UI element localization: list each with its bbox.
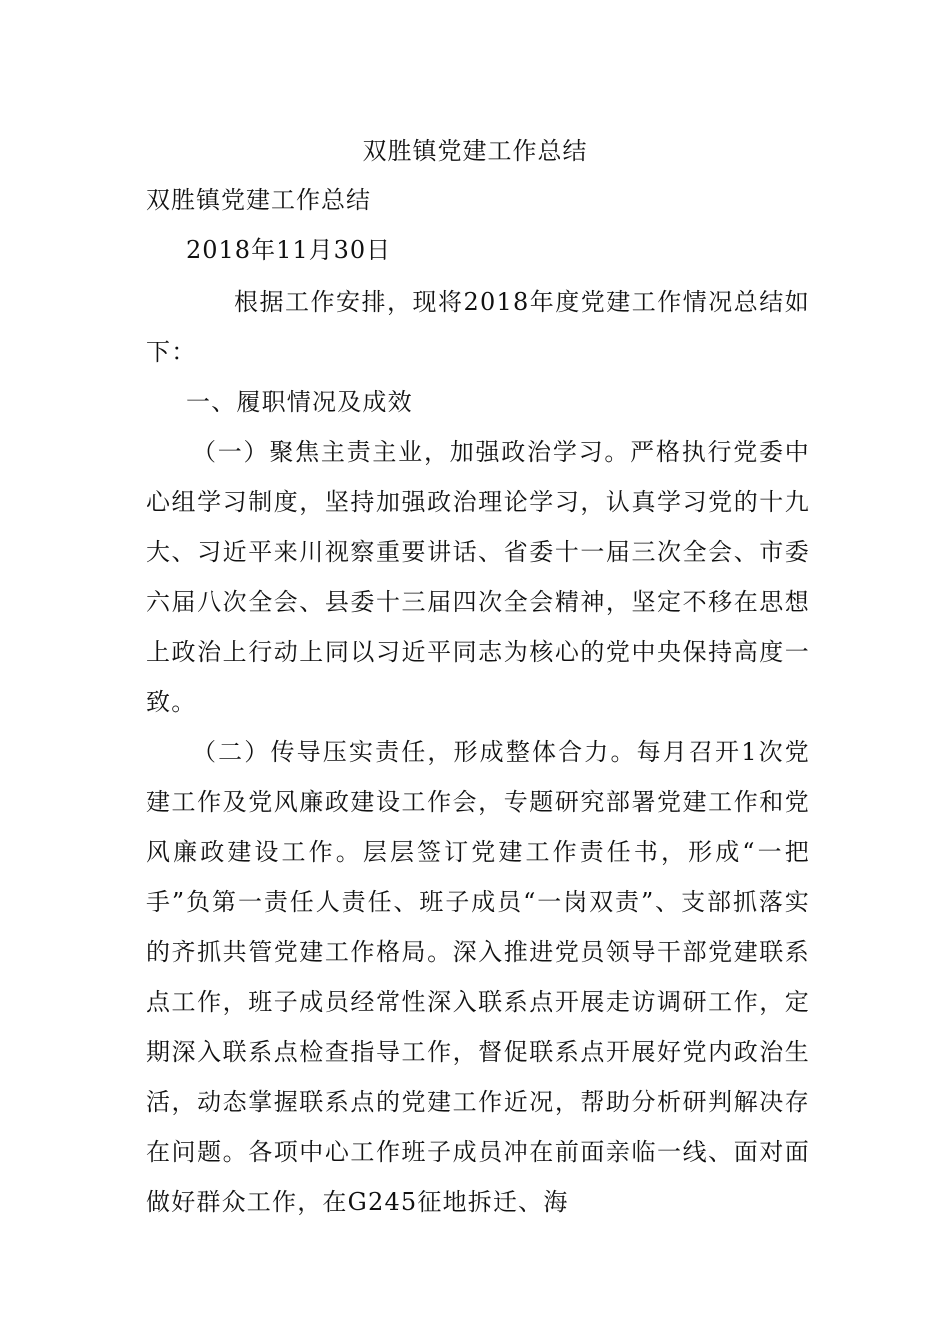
- paragraph-one: （一）聚焦主责主业，加强政治学习。严格执行党委中心组学习制度，坚持加强政治理论学习，认真学习党的十九大、习近平来川视察重要讲话、省委十一届三次全会、市委六届八次全会、县委十三届四次全会精神，坚定不移在思想上政治上行动上同以习近平同志为核心的党中央保持高度一致。: [146, 438, 810, 716]
- paragraph-two: （二）传导压实责任，形成整体合力。每月召开1次党建工作及党风廉政建设工作会，专题研究部署党建工作和党风廉政建设工作。层层签订党建工作责任书，形成“一把手”负第一责任人责任、班子成员“一岗双责”、支部抓落实的齐抓共管党建工作格局。深入推进党员领导干部党建联系点工作，班子成员经常性深入联系点开展走访调研工作，定期深入联系点检查指导工作，督促联系点开展好党内政治生活，动态掌握联系点的党建工作近况，帮助分析研判解决存在问题。各项中心工作班子成员冲在前面亲临一线、面对面做好群众工作，在G245征地拆迁、海: [146, 738, 810, 1216]
- section-heading: 一、履职情况及成效: [186, 388, 413, 416]
- document-subtitle: 双胜镇党建工作总结: [146, 186, 371, 214]
- document-date: 2018年11月30日: [186, 236, 392, 264]
- document-title: 双胜镇党建工作总结: [362, 137, 588, 165]
- intro-paragraph: 根据工作安排，现将2018年度党建工作情况总结如下：: [146, 288, 810, 366]
